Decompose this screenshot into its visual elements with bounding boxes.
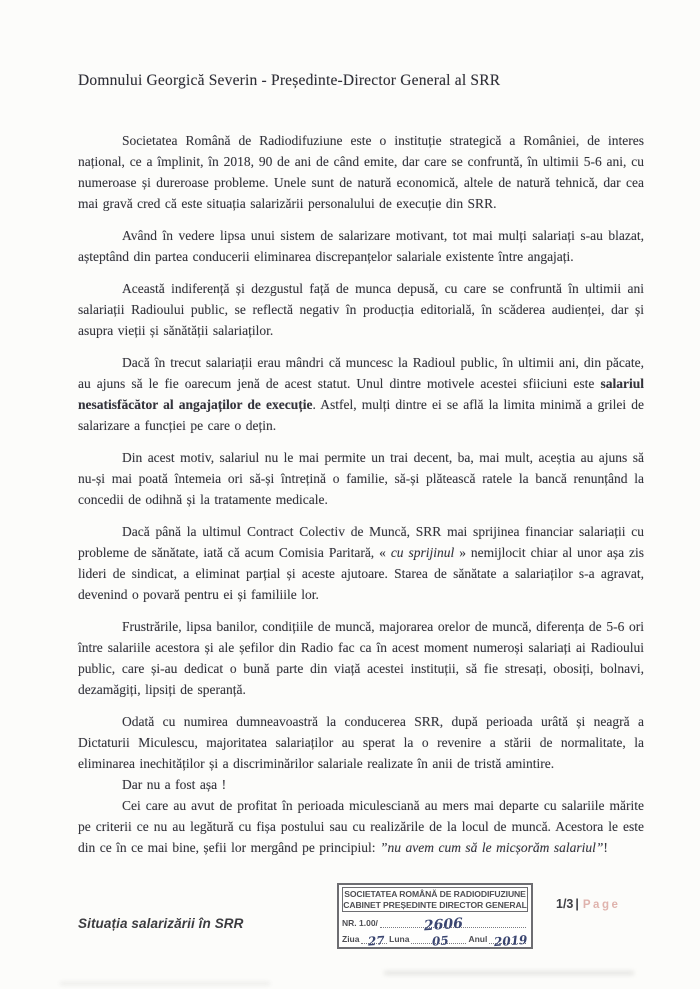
stamp-month-label: Luna (389, 934, 410, 944)
registration-stamp (337, 883, 533, 949)
text-run: Din acest motiv, salariul nu le mai permite un trai decent, ba, mai mult, aceștia au ajuns să nu-și mai poată întemeia ori să-și întrețină o familie, să-și plătească ratele la bancă renunțând la concedii de odihnă și la tratamente medicale. (78, 450, 644, 507)
stamp-year-label: Anul (468, 934, 488, 944)
paragraph (78, 521, 644, 605)
document-title: Domnului Georgică Severin - Președinte-Director General al SRR (78, 72, 501, 89)
paragraph (78, 616, 644, 700)
text-run: . Astfel, mulți dintre ei se află la limita minimă a grilei de salarizare a funcției pe care o dețin. (78, 397, 645, 433)
paragraph (78, 711, 644, 774)
text-run: Frustrările, lipsa banilor, condițiile de muncă, majorarea orelor de muncă, diferența de 5-6 ori între salariile acestora și ale șefilor din Radio fac ca în acest moment numeroși salariați ai Radioului public, care și-au dedicat o bună parte din viață acestei instituții, să fie stresați, obosiți, bolnavi, dezamăgiți, lipsiți de speranță. (78, 619, 644, 697)
stamp-month-handwritten-value: 05 (431, 933, 450, 949)
stamp-day-label: Ziua (342, 934, 360, 944)
page-number-text: 1/3 (556, 897, 574, 911)
page-number (556, 897, 620, 911)
stamp-date-row (342, 932, 528, 950)
paragraph (78, 447, 644, 510)
text-run: Dacă în trecut salariații erau mândri că muncesc la Radioul public, în ultimii ani, din păcate, au ajuns să le fie oarecum jenă de acest statut. Unul dintre motivele acestei sfiiciuni este (78, 355, 644, 391)
document-body (78, 130, 644, 869)
page-number-separator: | (575, 897, 579, 911)
text-run: ”nu avem cum să le micșorăm salariul” (380, 840, 604, 855)
stamp-nr-label: NR. 1.00/ (342, 918, 378, 928)
stamp-org-line: SOCIETATEA ROMÂNĂ DE RADIODIFUZIUNE (344, 889, 526, 899)
stamp-header (342, 887, 528, 912)
paragraph (78, 225, 644, 267)
paragraph (78, 130, 644, 214)
text-run: Societatea Română de Radiodifuziune este o instituție strategică a României, de interes național, ce a împlinit, în 2018, 90 de ani de când emite, dar care se confruntă, în ultimii 5-6 ani, cu numeroase și dureroase probleme. Unele sunt de natură economică, altele de natură tehnică, dar cea mai gravă cred că este situația salarizării personalului de execuție din SRR. (78, 133, 644, 211)
scan-artifact (60, 982, 270, 985)
stamp-year-dotline (489, 932, 528, 950)
stamp-year-handwritten-value: 2019 (493, 932, 528, 950)
text-run: Dar nu a fost așa ! (122, 777, 227, 792)
text-run: salariul nesatisfăcător al angajaților de execuție (78, 376, 644, 412)
stamp-month-dotline (411, 933, 466, 949)
paragraph (78, 774, 644, 795)
text-run: Odată cu numirea dumneavoastră la conducerea SRR, după perioada urâtă și neagră a Dictaturii Miculescu, majoritatea salariaților au sperat la o revenire a stării de normalitate, la eliminarea inechităților și a discriminărilor salariale realizate în anii de tristă amintire. (78, 714, 644, 771)
text-run: ! (603, 840, 608, 855)
page-word: Page (582, 899, 621, 911)
footer-subject: Situația salarizării în SRR (78, 916, 244, 931)
stamp-day-dotline (361, 933, 387, 949)
paragraph (78, 278, 644, 341)
scan-artifact (384, 971, 634, 975)
paragraph (78, 795, 644, 858)
stamp-day-handwritten-value: 27 (367, 933, 386, 949)
stamp-nr-dotline (380, 915, 526, 935)
text-run: Această indiferență și dezgustul față de munca depusă, cu care se confruntă în ultimii ani salariații Radioului public, se reflectă negativ în producția editorială, în scăderea audienței, dar și asupra vieții și sănătății salariaților. (78, 281, 644, 338)
text-run: Dacă până la ultimul Contract Colectiv de Muncă, SRR mai sprijinea financiar salariații cu probleme de sănătate, iată că acum Comisia Paritară, « (78, 524, 644, 560)
text-run: Având în vedere lipsa unui sistem de salarizare motivant, tot mai mulți salariați s-au blazat, așteptând din partea conducerii eliminarea discrepanțelor salariale existente între angajați. (78, 228, 644, 264)
stamp-number-row (342, 915, 528, 935)
text-run: » nemijlocit chiar al unor așa zis lideri de sindicat, a eliminat parțial și aceste ajutoare. Starea de sănătate a salariaților s-a agravat, devenind o povară pentru ei și familiile lor. (78, 545, 645, 602)
stamp-nr-handwritten-value: 2606 (423, 915, 464, 935)
stamp-office-line: CABINET PREȘEDINTE DIRECTOR GENERAL (343, 899, 527, 910)
paragraph (78, 352, 644, 436)
text-run: cu sprijinul (390, 545, 455, 560)
text-run: Cei care au avut de profitat în perioada miculesciană au mers mai departe cu salariile mărite pe criterii ce nu au legătură cu fișa postului sau cu realizările de la locul de muncă. Acestora le este din ce în ce mai bine, șefii lor mergând pe principiul: (78, 798, 644, 855)
